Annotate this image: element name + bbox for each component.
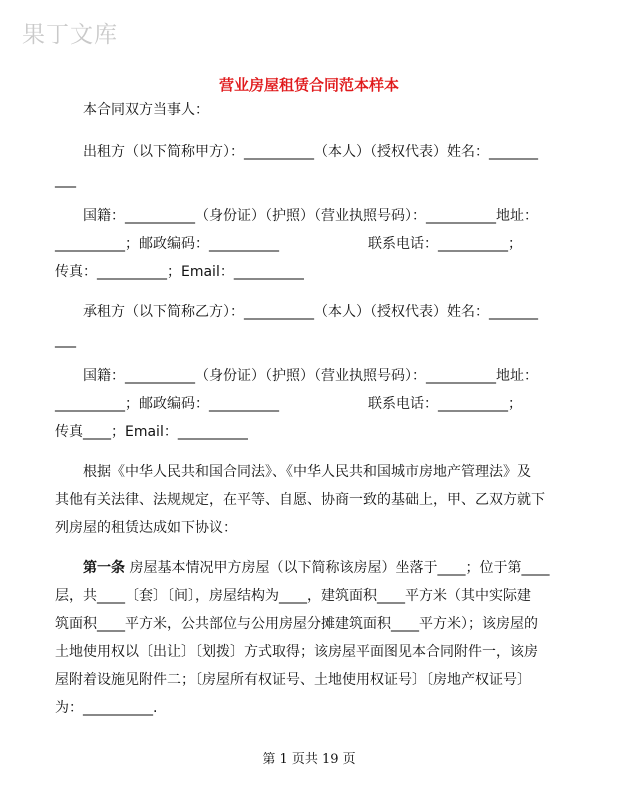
lessor-nationality-line: 国籍：__________（身份证）（护照）（营业执照号码）：__________地址： xyxy=(83,208,538,224)
article-1-label: 第一条 xyxy=(83,560,125,576)
lessee-nationality-line: 国籍：__________（身份证）（护照）（营业执照号码）：__________地址： xyxy=(83,368,538,384)
page-footer: 第 1 页共 19 页 xyxy=(262,752,356,767)
preamble-line-2: 其他有关法律、法规规定，在平等、自愿、协商一致的基础上，甲、乙双方就下 xyxy=(55,492,545,508)
parties-heading: 本合同双方当事人： xyxy=(83,102,209,118)
lessee-line-cont: ___ xyxy=(55,332,76,348)
article-1-line-3: 筑面积____平方米，公共部位与公用房屋分摊建筑面积____平方米）；该房屋的 xyxy=(55,616,538,632)
article-1-line-6: 为：__________. xyxy=(55,700,158,716)
article-1-line-5: 屋附着设施见附件二；〔房屋所有权证号、土地使用权证号〕〔房地产权证号〕 xyxy=(55,672,531,688)
lessee-postcode-line: __________；邮政编码：__________ 联系电话：__________； xyxy=(55,396,523,412)
preamble-line-1: 根据《中华人民共和国合同法》、《中华人民共和国城市房地产管理法》及 xyxy=(83,464,531,480)
lessor-line: 出租方（以下简称甲方）：__________（本人）（授权代表）姓名：_______ xyxy=(83,144,538,160)
document-title: 营业房屋租赁合同范本样本 xyxy=(218,76,399,94)
preamble-line-3: 列房屋的租赁达成如下协议： xyxy=(55,520,237,536)
article-1-line-4: 土地使用权以〔出让〕〔划拨〕方式取得；该房屋平面图见本合同附件一，该房 xyxy=(55,644,538,660)
watermark-logo: 果丁文库 xyxy=(22,22,118,48)
lessor-postcode-line: __________；邮政编码：__________ 联系电话：__________； xyxy=(55,236,523,252)
article-1-line-1 xyxy=(83,558,567,578)
lessee-fax-line: 传真____；Email：__________ xyxy=(55,424,248,440)
lessee-line: 承租方（以下简称乙方）：__________（本人）（授权代表）姓名：_______ xyxy=(83,304,538,320)
lessor-line-cont: ___ xyxy=(55,172,76,188)
lessor-fax-line: 传真：__________；Email：__________ xyxy=(55,264,304,280)
article-1-text: 房屋基本情况甲方房屋（以下简称该房屋）坐落于____；位于第____ xyxy=(129,560,550,576)
article-1-line-2: 层，共____〔套〕〔间〕，房屋结构为____，建筑面积____平方米（其中实际建 xyxy=(55,588,531,604)
